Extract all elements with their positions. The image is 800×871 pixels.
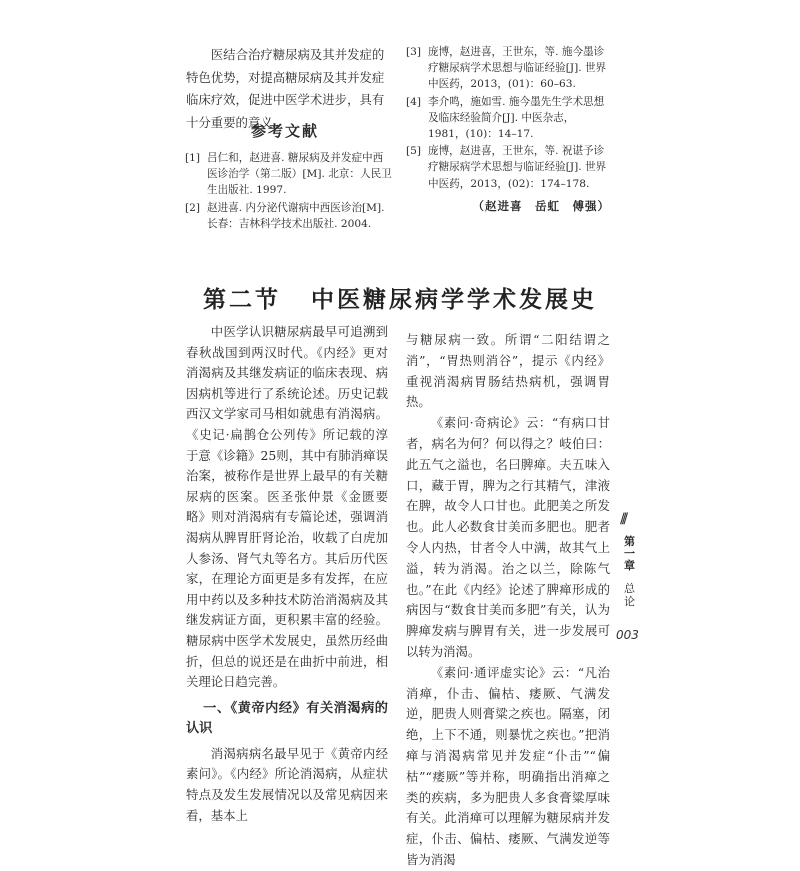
chapter-tab-label: 第一章 bbox=[624, 535, 635, 572]
body-paragraph: 《素问·通评虚实论》云：“凡治消瘅，仆击、偏枯、痿厥、气满发逆，肥贵人则膏粱之疾也。隔塞，闭绝，上下不通，则暴忧之疾也。”把消瘅与消渴病常见并发症“仆击”“偏枯”“痿厥”等并称，明确指出消瘅之类的疾病，多为肥贵人多食膏粱厚味有关。此消瘅可以理解为糖尿病并发症，仆击、偏枯、痿厥、气满发逆等皆为消渴 bbox=[406, 664, 610, 867]
reference-item bbox=[406, 44, 611, 93]
page-number: 003 bbox=[616, 628, 639, 642]
section-number: 第二节 bbox=[203, 286, 281, 313]
body-paragraph: 《素问·奇病论》云：“有病口甘者，病名为何？何以得之？岐伯曰：此五气之溢也，名曰脾瘅。夫五味入口，藏于胃，脾为之行其精气，津液在脾，故令人口甘也。此肥美之所发也。此人必数食甘美而多肥也。肥者令人内热，甘者令人中满，故其气上溢，转为消渴。治之以兰，除陈气也。”在此《内经》论述了脾瘅形成的病因与“数食甘美而多肥”有关，认为脾瘅发病与脾胃有关，进一步发展可以转为消渴。 bbox=[406, 415, 610, 659]
section-title-text: 中医糖尿病学学术发展史 bbox=[311, 286, 597, 313]
top-intro-text: 医结合治疗糖尿病及其并发症的特色优势，对提高糖尿病及其并发症临床疗效，促进中医学术进步，具有十分重要的意义。 bbox=[186, 47, 385, 130]
references-heading: 参考文献 bbox=[250, 122, 319, 140]
section-authors: （赵进喜 岳虹 傅强） bbox=[472, 199, 610, 213]
body-paragraph: 与糖尿病一致。所谓“二阳结谓之消”，“胃热则消谷”，提示《内经》重视消渴病胃肠结热病机，强调胃热。 bbox=[406, 332, 610, 410]
reference-number: [4] bbox=[406, 95, 422, 108]
chapter-tab-name: 总论 bbox=[624, 582, 635, 608]
reference-text: 庞博，赵进喜，王世东，等. 施今墨诊疗糖尿病学术思想与临证经验[J]. 世界中医药，2013，(01)：60–63. bbox=[428, 46, 607, 91]
reference-number: [2] bbox=[185, 201, 201, 214]
section-title bbox=[150, 281, 650, 314]
reference-item bbox=[185, 150, 393, 199]
subsection-heading: 一、《黄帝内经》有关消渴病的认识 bbox=[186, 700, 388, 737]
reference-item bbox=[406, 143, 611, 192]
reference-number: [1] bbox=[185, 152, 201, 164]
references-list-right bbox=[406, 44, 611, 193]
reference-text: 吕仁和，赵进喜. 糖尿病及并发症中西医诊治学（第二版）[M]. 北京：人民卫生出版社. 1997. bbox=[207, 152, 392, 197]
reference-number: [5] bbox=[406, 145, 422, 158]
body-paragraph: 消渴病病名最早见于《黄帝内经素问》。《内经》所论消渴病，从症状特点及发生发展情况以及常见病因来看，基本上 bbox=[186, 745, 388, 823]
body-column-left bbox=[186, 322, 388, 826]
chapter-tab-slash-icon: /// bbox=[620, 511, 626, 527]
reference-text: 庞博，赵进喜，王世东，等. 祝谌予诊疗糖尿病学术思想与临证经验[J]. 世界中医药，2013，(02)：174–178. bbox=[428, 145, 607, 190]
reference-text: 李介鸣，施如雪. 施今墨先生学术思想及临床经验简介[J]. 中医杂志，1981，(10)：14–17. bbox=[428, 95, 605, 141]
reference-item bbox=[406, 94, 611, 143]
body-paragraph: 中医学认识糖尿病最早可追溯到春秋战国到两汉时代。《内经》更对消渴病及其继发病证的临床表现、病因病机等进行了系统论述。历史记载西汉文学家司马相如就患有消渴病。《史记·扁鹊仓公列传》所记载的淳于意《诊籍》25则，其中有肺消瘅误治案，被称作是世界上最早的有关糖尿病的医案。医圣张仲景《金匮要略》则对消渴病有专篇论述，强调消渴病从脾胃肝肾论治，收载了白虎加人参汤、肾气丸等名方。其后历代医家，在理论方面更是多有发挥，在应用中药以及多种技术防治消渴病及其继发病证方面，更积累丰富的经验。糖尿病中医学术发展史，虽然历经曲折，但总的说还是在曲折中前进，相关理论日趋完善。 bbox=[186, 324, 388, 690]
reference-item bbox=[185, 200, 393, 232]
references-list-left bbox=[185, 150, 393, 233]
body-column-right bbox=[406, 330, 610, 871]
reference-number: [3] bbox=[406, 46, 422, 58]
reference-text: 赵进喜. 内分泌代谢病中西医诊治[M]. 长春：吉林科学技术出版社. 2004. bbox=[207, 201, 385, 230]
